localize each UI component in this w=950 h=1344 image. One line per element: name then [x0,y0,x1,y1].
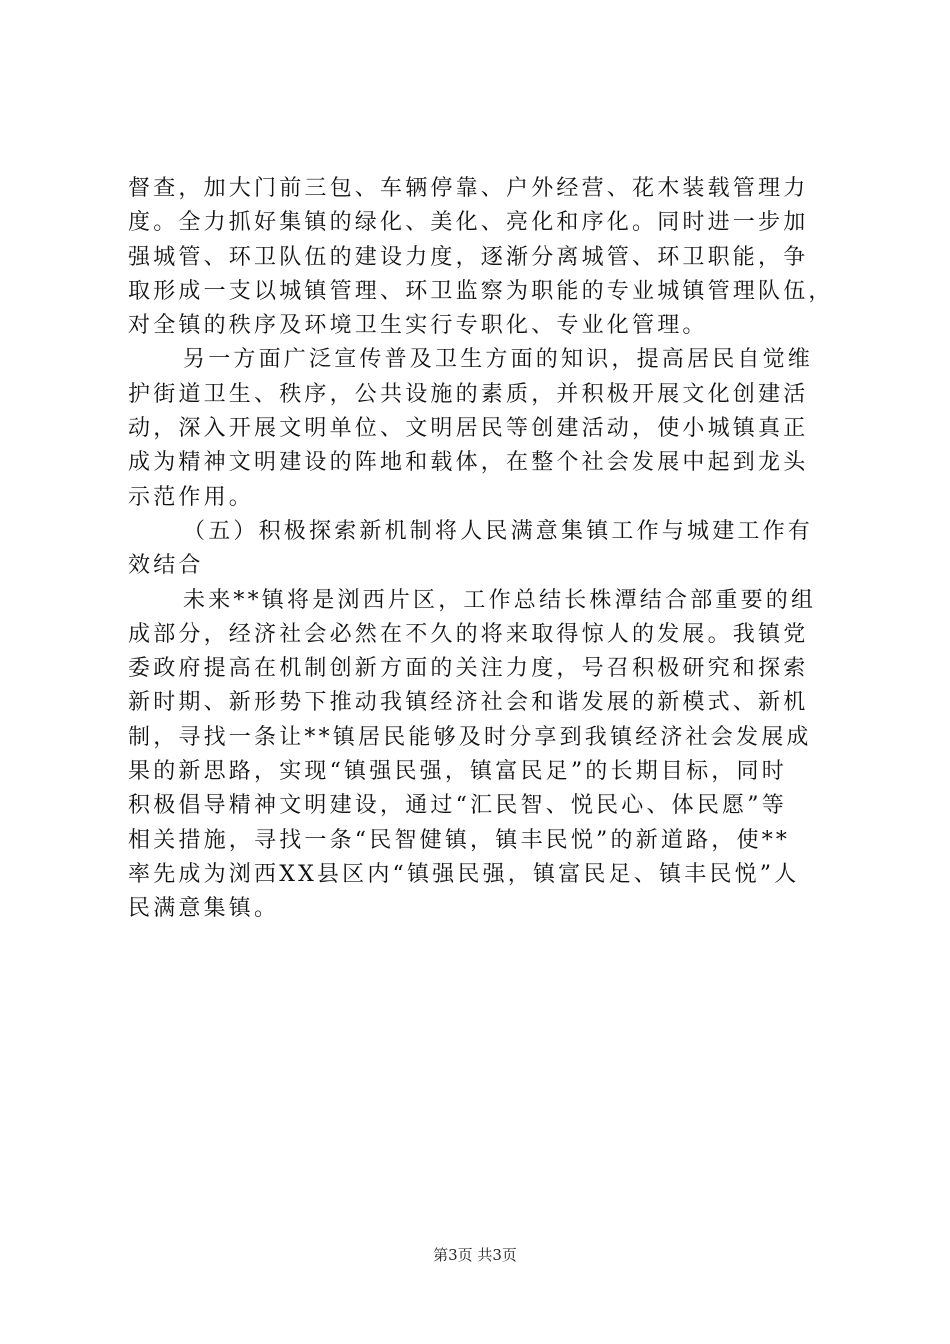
body-text [128,172,848,927]
text-line: 对全镇的秩序及环境卫生实行专职化、专业化管理。 [128,313,708,339]
text-line: 委政府提高在机制创新方面的关注力度，号召积极研究和探索 [128,656,809,682]
text-line: 动，深入开展文明单位、文明居民等创建活动，使小城镇真正 [128,416,809,442]
text-line: 成部分，经济社会必然在不久的将来取得惊人的发展。我镇党 [128,621,809,647]
paragraph-start-line: 未来**镇将是浏西片区，工作总结长株潭结合部重要的组 [183,587,817,613]
section-heading-continuation: 效结合 [128,553,204,579]
text-line: 度。全力抓好集镇的绿化、美化、亮化和序化。同时进一步加 [128,210,809,236]
text-line: 积极倡导精神文明建设，通过“汇民智、悦民心、体民愿”等 [128,793,787,819]
text-line: 相关措施，寻找一条“民智健镇，镇丰民悦”的新道路，使** [128,827,791,853]
text-line: 强城管、环卫队伍的建设力度，逐渐分离城管、环卫职能，争 [128,244,809,270]
text-line: 示范作用。 [128,484,255,510]
page-number-footer: 第3页 共3页 [433,1246,517,1264]
paragraph-start-line: 另一方面广泛宣传普及卫生方面的知识，提高居民自觉维 [183,347,814,373]
text-line: 成为精神文明建设的阵地和载体，在整个社会发展中起到龙头 [128,450,809,476]
text-line: 新时期、新形势下推动我镇经济社会和谐发展的新模式、新机 [128,690,809,716]
text-line: 率先成为浏西XX县区内“镇强民强，镇富民足、镇丰民悦”人 [128,861,800,887]
text-line: 督查，加大门前三包、车辆停靠、户外经营、花木装载管理力 [128,176,809,201]
text-line: 民满意集镇。 [128,896,280,922]
text-line: 取形成一支以城镇管理、环卫监察为职能的专业城镇管理队伍， [128,278,834,304]
text-line: 制，寻找一条让**镇居民能够及时分享到我镇经济社会发展成 [128,724,812,750]
text-line: 果的新思路，实现“镇强民强，镇富民足”的长期目标，同时 [128,759,787,785]
section-heading: （五）积极探索新机制将人民满意集镇工作与城建工作有 [183,518,814,544]
text-line: 护街道卫生、秩序，公共设施的素质，并积极开展文化创建活 [128,381,809,407]
